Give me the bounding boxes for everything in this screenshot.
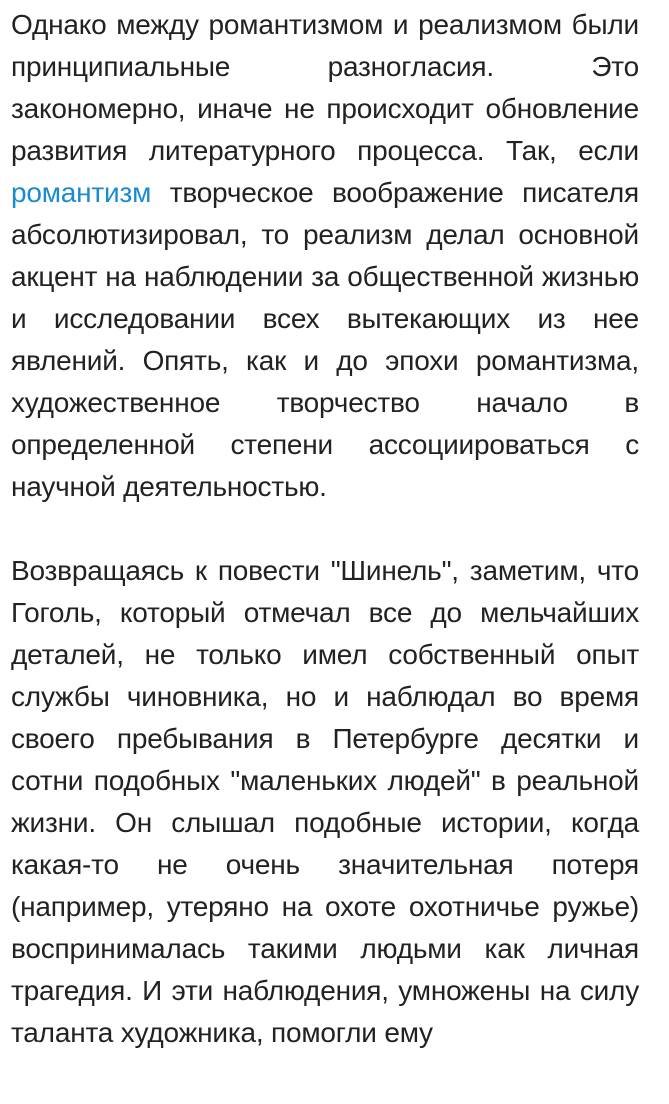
- paragraph-1: [11, 4, 639, 508]
- paragraph-2: Возвращаясь к повести "Шинель", заметим, что Гоголь, который отмечал все до мельчайших деталей, не только имел собственный опыт службы чиновника, но и наблюдал во время своего пребывания в Петербурге десятки и сотни подобных "маленьких людей" в реальной жизни. Он слышал подобные истории, когда какая-то не очень значительная потеря (например, утеряно на охоте охотничье ружье) воспринималась такими людьми как личная трагедия. И эти наблюдения, умножены на силу таланта художника, помогли ему: [11, 555, 639, 1048]
- article-body: [11, 4, 639, 1054]
- paragraph-1-text-end: творческое воображение писателя абсолютизировал, то реализм делал основной акцент на наблюдении за общественной жизнью и исследовании всех вытекающих из нее явлений. Опять, как и до эпохи романтизма, художественное творчество начало в определенной степени ассоциироваться с научной деятельностью.: [11, 177, 639, 502]
- paragraph-1-text-start: Однако между романтизмом и реализмом были принципиальные разногласия. Это закономерно, иначе не происходит обновление развития литературного процесса. Так, если: [11, 9, 639, 166]
- romanticism-link[interactable]: романтизм: [11, 177, 152, 208]
